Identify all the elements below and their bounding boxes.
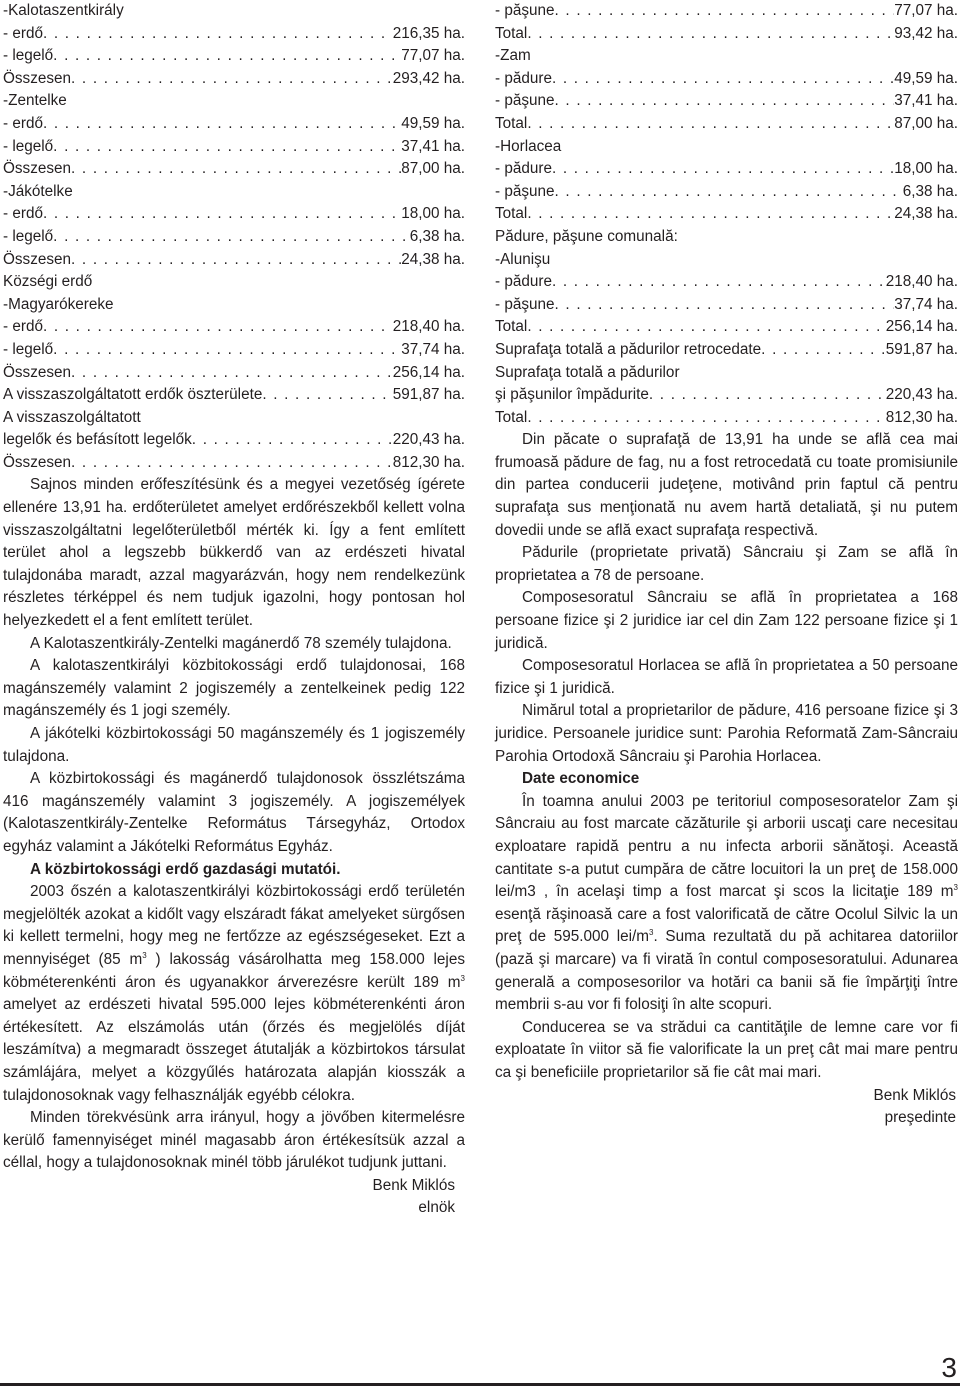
dot-leader — [43, 316, 393, 339]
area-label: legelők és befásított legelők — [3, 431, 192, 449]
superscript: 3 — [953, 883, 958, 893]
area-value: 37,74 ha. — [894, 295, 958, 313]
area-entry — [3, 158, 465, 181]
dot-leader — [527, 407, 885, 430]
area-value: 6,38 ha. — [902, 182, 958, 200]
dot-leader — [71, 158, 401, 181]
dot-leader — [53, 45, 401, 68]
paragraph-part: amelyet az erdészeti hivatal 595.000 lejes köbméterenkénti áron értékesített. Az elszámolás után (őrzés és megjelölés díját leszámítva) a megmaradt összeget átutalják a közbirtokos társulat számlájára, melyet a közgyűlés határozata alapján kiosszák a tulajdonosoknak vagy felhasználják egyébb célokra. — [3, 996, 465, 1104]
area-value: 37,41 ha. — [401, 137, 465, 155]
area-label: - păşune — [495, 2, 555, 19]
area-label: - legelő — [3, 340, 54, 358]
dot-leader — [761, 339, 886, 362]
area-value: 77,07 ha. — [401, 47, 465, 65]
paragraph: A közbirtokossági és magánerdő tulajdonosok összlétszáma 416 magánszemély valamint 3 jogiszemély. A jogiszemélyek (Kalotaszentkirály-Zentelke Református Társegyház, Ortodox egyház valamint a Jákótelki Református Egyház. — [3, 770, 465, 855]
dot-leader — [71, 68, 393, 91]
paragraph-part: esenţă răşinoasă care a fost valorificată de către Ocolul Silvic la un preţ de 595.000 lei/m — [495, 905, 958, 946]
area-entry — [495, 203, 958, 226]
paragraph: Din păcate o suprafaţă de 13,91 ha unde se află cea mai frumoasă pădure de fag, nu a fost retrocedată cu toate promisiunile din partea conducerii judeţene, motivând prin faptul că pentru suprafaţa sus menţionată nu avem hartă detaliată, şi nu putem dovedii unde se află exact suprafaţa respectivă. — [495, 431, 958, 539]
dot-leader — [555, 294, 895, 317]
paragraph: Nimărul total a proprietarilor de pădure, 416 persoane fizice şi 3 juridice. Persoanele juridice sunt: Parohia Reformată Zam-Sâncraiu Parohia Ortodoxă Sâncraiu şi Parohia Horlacea. — [495, 702, 958, 765]
area-entry — [3, 226, 465, 249]
area-value: 49,59 ha. — [401, 114, 465, 132]
area-value: 24,38 ha. — [894, 205, 958, 223]
area-entry — [3, 316, 465, 339]
area-label: Összesen — [3, 363, 72, 381]
area-value: 220,43 ha. — [885, 386, 958, 404]
area-label: - legelő — [3, 227, 54, 245]
area-heading: Suprafaţa totală a pădurilor — [495, 363, 680, 381]
area-value: 218,40 ha. — [392, 318, 465, 336]
area-entry — [495, 384, 958, 407]
area-value: 37,41 ha. — [894, 92, 958, 110]
dot-leader — [552, 271, 886, 294]
area-entry — [495, 0, 958, 23]
area-entry — [495, 294, 958, 317]
area-heading: -Alunişu — [495, 250, 551, 268]
area-entry — [3, 249, 465, 272]
paragraph — [495, 791, 958, 1017]
area-value: 591,87 ha. — [392, 386, 465, 404]
area-value: 591,87 ha. — [885, 340, 958, 358]
area-value: 216,35 ha. — [392, 24, 465, 42]
dot-leader — [552, 68, 894, 91]
right-column — [495, 0, 958, 1130]
area-value: 87,00 ha. — [401, 160, 465, 178]
area-label: Összesen — [3, 69, 72, 87]
area-label: Összesen — [3, 453, 72, 471]
area-entry — [495, 407, 958, 430]
dot-leader — [53, 136, 401, 159]
paragraph-part: 2003 őszén a kalotaszentkirályi közbirtokossági erdő területén megjelölték azokat a kidőlt vagy elszáradt fákat amelyeket sürgősen ki kellett termelni, hogy meg ne fertőzze az egészségeseket. Ezt a mennyiséget (85 m — [3, 883, 465, 968]
paragraph: Composesoratul Sâncraiu se află în proprietatea a 168 persoane fizice şi 2 juridice iar cel din Zam 122 persoane fizice şi 1 juridică. — [495, 589, 958, 652]
area-label: Suprafaţa totală a pădurilor retrocedate — [495, 340, 762, 358]
paragraph: Pădurile (proprietate privată) Sâncraiu şi Zam se află în proprietatea a 78 de persoane. — [495, 544, 958, 584]
area-heading: -Jákótelke — [3, 182, 73, 200]
area-entry — [495, 113, 958, 136]
paragraph: Sajnos minden erőfeszítésünk és a megyei vezetőség ígérete ellenére 13,91 ha. erdőterületet amelyet erdőrészekből kellett volna visszaszolgáltatni legelőterületből mérték ki. Így a fent említett terület ahol a legszebb bükkerdő van az erdészeti hivatal tulajdonába maradt, azzal magyarázván, hogy nem rendelkezünk részletes térképpel és nem tudjuk igazolni, hogy pontosan hol helyezkedett el a fent említett terület. — [3, 476, 465, 630]
paragraph — [3, 881, 465, 1107]
section-heading: A közbirtokossági erdő gazdasági mutatói. — [30, 860, 341, 878]
area-entry — [3, 362, 465, 385]
area-heading: -Horlacea — [495, 137, 562, 155]
area-label: - erdő — [3, 24, 43, 42]
area-heading: Pădure, păşune comunală: — [495, 227, 678, 245]
dot-leader — [262, 384, 392, 407]
area-label: - păşune — [495, 92, 555, 110]
dot-leader — [43, 203, 401, 226]
dot-leader — [649, 384, 886, 407]
area-label: Összesen — [3, 250, 72, 268]
area-value: 293,42 ha. — [392, 69, 465, 87]
area-value: 220,43 ha. — [392, 431, 465, 449]
superscript: 3 — [649, 928, 654, 938]
area-entry — [3, 113, 465, 136]
area-value: 18,00 ha. — [401, 205, 465, 223]
area-value: 24,38 ha. — [401, 250, 465, 268]
area-heading: -Zam — [495, 47, 531, 65]
dot-leader — [555, 181, 903, 204]
area-heading: -Zentelke — [3, 92, 67, 110]
area-value: 218,40 ha. — [885, 273, 958, 291]
area-entry — [495, 316, 958, 339]
area-list — [495, 0, 958, 429]
left-column — [3, 0, 465, 1220]
area-value: 256,14 ha. — [885, 318, 958, 336]
paragraph-part: . Suma rezultată du pă achitarea datoriilor (pază şi marcare) va fi virată în contul composesoratului. Adunarea generală a composesorilor va hotări ca banii să fie împărţiţi între membrii s-au vor fi folosiţi în alte scopuri. — [495, 928, 958, 1014]
area-entry — [3, 45, 465, 68]
dot-leader — [53, 226, 410, 249]
area-entry — [495, 181, 958, 204]
paragraph: A Kalotaszentkirály-Zentelki magánerdő 78 személy tulajdona. — [30, 634, 452, 652]
area-entry — [3, 429, 465, 452]
area-label: - erdő — [3, 205, 43, 223]
paragraph-part: În toamna anului 2003 pe teritoriul composesoratelor Zam şi Sâncraiu au fost marcate căzăturile şi arborii uscaţi care necesitau exploatare rapidă pentru a nu infecta arborii sănătoşi. Această cantitate s-a putut cumpăra de către locuitori la un preţ de 158.000 lei/m3 , în acelaşi timp a fost marcat şi scos la licitaţie 189 m — [495, 792, 958, 901]
area-value: 87,00 ha. — [894, 114, 958, 132]
area-label: Total — [495, 114, 528, 132]
dot-leader — [555, 90, 895, 113]
dot-leader — [71, 452, 393, 475]
area-heading: -Magyarókereke — [3, 295, 114, 313]
dot-leader — [555, 0, 895, 23]
dot-leader — [527, 23, 894, 46]
area-label: - păşune — [495, 295, 555, 313]
dot-leader — [71, 249, 401, 272]
dot-leader — [552, 158, 894, 181]
area-value: 49,59 ha. — [894, 69, 958, 87]
area-value: 6,38 ha. — [409, 227, 465, 245]
area-label: - legelő — [3, 47, 54, 65]
dot-leader — [527, 203, 894, 226]
dot-leader — [527, 316, 885, 339]
area-value: 37,74 ha. — [401, 340, 465, 358]
area-entry — [495, 23, 958, 46]
area-value: 93,42 ha. — [894, 24, 958, 42]
area-label: - erdő — [3, 318, 43, 336]
dot-leader — [43, 23, 393, 46]
area-entry — [495, 158, 958, 181]
area-entry — [495, 68, 958, 91]
dot-leader — [43, 113, 401, 136]
paragraph: Composesoratul Horlacea se află în proprietatea a 50 persoane fizice şi 1 juridică. — [495, 657, 958, 697]
area-entry — [3, 23, 465, 46]
area-entry — [3, 68, 465, 91]
superscript: 3 — [460, 973, 465, 983]
area-label: Összesen — [3, 160, 72, 178]
area-value: 256,14 ha. — [392, 363, 465, 381]
area-list — [3, 0, 465, 474]
superscript: 3 — [142, 950, 147, 960]
paragraph: A jákótelki közbirtokossági 50 magánszemély és 1 jogiszemély tulajdona. — [3, 725, 465, 765]
area-label: A visszaszolgáltatott erdők öszterülete — [3, 386, 263, 404]
area-label: - păşune — [495, 182, 555, 200]
area-label: - erdő — [3, 114, 43, 132]
dot-leader — [192, 429, 393, 452]
page-number: 3 — [941, 1352, 957, 1383]
area-entry — [495, 90, 958, 113]
area-entry — [3, 452, 465, 475]
area-value: 18,00 ha. — [894, 160, 958, 178]
signature-title: elnök — [418, 1199, 455, 1217]
area-label: - legelő — [3, 137, 54, 155]
dot-leader — [53, 339, 401, 362]
signature-name: Benk Miklós — [873, 1086, 956, 1104]
signature-title: preşedinte — [884, 1109, 956, 1127]
area-label: Total — [495, 24, 528, 42]
dot-leader — [527, 113, 894, 136]
area-entry — [495, 271, 958, 294]
area-heading: A visszaszolgáltatott — [3, 408, 141, 426]
area-value: 812,30 ha. — [885, 408, 958, 426]
paragraph: A kalotaszentkirályi közbitokossági erdő tulajdonosai, 168 magánszemély valamint 2 jogiszemély a zentelkeinek pedig 122 magánszemély és 1 jogi személy. — [3, 657, 465, 720]
area-label: Total — [495, 408, 528, 426]
signature-name: Benk Miklós — [372, 1176, 455, 1194]
paragraph-part: ) lakosság vásárolhatta meg 158.000 lejes köbméterenkénti áron és ugyanakkor árverezésre került 189 m — [3, 950, 465, 991]
page-rule — [0, 1383, 960, 1386]
area-label: Total — [495, 205, 528, 223]
dot-leader — [71, 362, 393, 385]
area-label: - pădure — [495, 69, 552, 87]
area-entry — [3, 136, 465, 159]
area-value: 77,07 ha. — [894, 2, 958, 19]
area-label: - pădure — [495, 273, 552, 291]
area-entry — [3, 203, 465, 226]
area-entry — [3, 384, 465, 407]
area-entry — [3, 339, 465, 362]
area-heading: Községi erdő — [3, 273, 93, 291]
paragraph: Conducerea se va strădui ca cantităţile de lemne care vor fi exploatate în viitor să fie valorificate la un preţ cât mai mare pentru ca şi beneficiile proprietarilor să fie cât mai mari. — [495, 1018, 958, 1081]
area-value: 812,30 ha. — [392, 453, 465, 471]
area-label: Total — [495, 318, 528, 336]
section-heading: Date economice — [522, 770, 640, 788]
area-label: - pădure — [495, 160, 552, 178]
area-entry — [495, 339, 958, 362]
area-heading: -Kalotaszentkirály — [3, 2, 124, 19]
area-label: şi păşunilor împădurite — [495, 386, 649, 404]
paragraph: Minden törekvésünk arra irányul, hogy a jövőben kitermelésre kerülő famennyiséget minél magasabb áron értékesítsük azzal a céllal, hogy a tulajdonosoknak minél több járulékot tudjunk juttani. — [3, 1109, 465, 1172]
